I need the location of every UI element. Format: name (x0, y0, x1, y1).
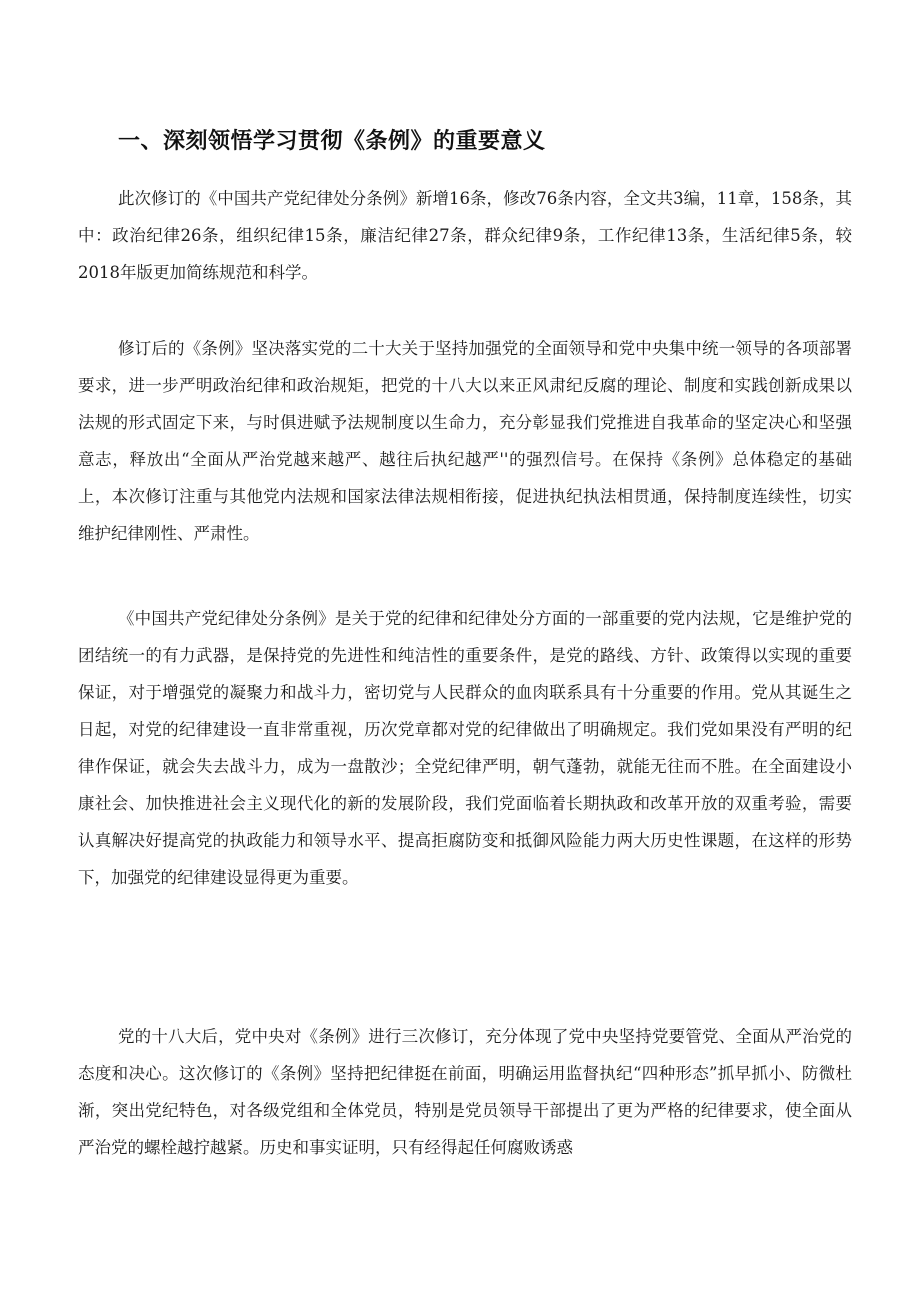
section-heading: 一、深刻领悟学习贯彻《条例》的重要意义 (118, 129, 546, 154)
paragraph-revision-summary: 此次修订的《中国共产党纪律处分条例》新增16条，修改76条内容，全文共3编，11章，158条，其中：政治纪律26条，组织纪律15条，廉洁纪律27条，群众纪律9条，工作纪律13条，生活纪律5条，较2018年版更加简练规范和科学。 (78, 189, 852, 282)
paragraph-regulation-importance: 《中国共产党纪律处分条例》是关于党的纪律和纪律处分方面的一部重要的党内法规，它是维护党的团结统一的有力武器，是保持党的先进性和纯洁性的重要条件，是党的路线、方针、政策得以实现的重要保证，对于增强党的凝聚力和战斗力，密切党与人民群众的血肉联系具有十分重要的作用。党从其诞生之日起，对党的纪律建设一直非常重视，历次党章都对党的纪律做出了明确规定。我们党如果没有严明的纪律作保证，就会失去战斗力，成为一盘散沙；全党纪律严明，朝气蓬勃，就能无往而不胜。在全面建设小康社会、加快推进社会主义现代化的新的发展阶段，我们党面临着长期执政和改革开放的双重考验，需要认真解决好提高党的执政能力和领导水平、提高拒腐防变和抵御风险能力两大历史性课题，在这样的形势下，加强党的纪律建设显得更为重要。 (78, 609, 852, 887)
paragraph-post-eighteenth-congress: 党的十八大后，党中央对《条例》进行三次修订，充分体现了党中央坚持党要管党、全面从严治党的态度和决心。这次修订的《条例》坚持把纪律挺在前面，明确运用监督执纪“四种形态”抓早抓小、防微杜渐，突出党纪特色，对各级党组和全体党员，特别是党员领导干部提出了更为严格的纪律要求，使全面从严治党的螺栓越拧越紧。历史和事实证明，只有经得起任何腐败诱惑 (78, 1027, 852, 1157)
paragraph-revision-significance: 修订后的《条例》坚决落实党的二十大关于坚持加强党的全面领导和党中央集中统一领导的各项部署要求，进一步严明政治纪律和政治规矩，把党的十八大以来正风肃纪反腐的理论、制度和实践创新成果以法规的形式固定下来，与时俱进赋予法规制度以生命力，充分彰显我们党推进自我革命的坚定决心和坚强意志，释放出“全面从严治党越来越严、越往后执纪越严''的强烈信号。在保持《条例》总体稳定的基础上，本次修订注重与其他党内法规和国家法律法规相衔接，促进执纪执法相贯通，保持制度连续性，切实维护纪律刚性、严肃性。 (78, 339, 852, 543)
